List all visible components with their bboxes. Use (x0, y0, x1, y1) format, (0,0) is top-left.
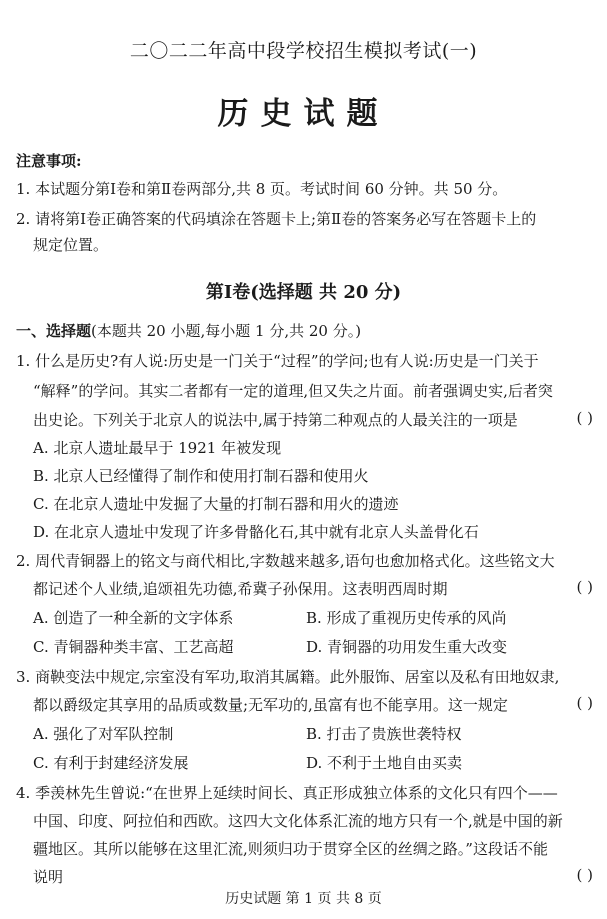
q4-line-3: 疆地区。其所以能够在这里汇流,则须归功于贯穿全区的丝绸之路。”这段话不能 (33, 840, 548, 858)
q1-line-3: 出史论。下列关于北京人的说法中,属于持第二种观点的人最关注的一项是 (33, 411, 518, 429)
q3-line-2: 都以爵级定其享用的品质或数量;无军功的,虽富有也不能享用。这一规定 (33, 696, 508, 714)
notice-item-2-line-2: 规定位置。 (33, 236, 109, 254)
q4-line-1: 4. 季羡林先生曾说:“在世界上延续时间长、真正形成独立体系的文化只有四个—— (16, 784, 558, 802)
exam-title: 历史试题 (217, 96, 390, 132)
q2-option-d: D. 青铜器的功用发生重大改变 (306, 638, 508, 656)
part-label: 一、选择题 (16, 322, 92, 340)
exam-supertitle: 二〇二二年高中段学校招生模拟考试(一) (129, 40, 478, 62)
q3-option-b: B. 打击了贵族世袭特权 (306, 725, 462, 743)
q2-line-2: 都记述个人业绩,追颂祖先功德,希冀子孙保用。这表明西周时期 (33, 580, 448, 598)
q2-line-1: 2. 周代青铜器上的铭文与商代相比,字数越来越多,语句也愈加格式化。这些铭文大 (16, 552, 555, 570)
q1-option-c: C. 在北京人遗址中发掘了大量的打制石器和用火的遗迹 (33, 495, 399, 513)
q1-line-2: “解释”的学问。其实二者都有一定的道理,但又失之片面。前者强调史实,后者突 (33, 382, 553, 400)
q2-option-b: B. 形成了重视历史传承的风尚 (306, 609, 507, 627)
q4-answer-paren: ( ) (576, 866, 593, 884)
notice-heading: 注意事项: (16, 152, 82, 170)
q1-option-d: D. 在北京人遗址中发现了许多骨骼化石,其中就有北京人头盖骨化石 (33, 523, 479, 541)
notice-item-2-line-1: 2. 请将第Ⅰ卷正确答案的代码填涂在答题卡上;第Ⅱ卷的答案务必写在答题卡上的 (16, 210, 537, 228)
q3-option-c: C. 有利于封建经济发展 (33, 754, 189, 772)
q1-option-b: B. 北京人已经懂得了制作和使用打制石器和使用火 (33, 467, 369, 485)
q1-answer-paren: ( ) (576, 409, 593, 427)
q1-line-1: 1. 什么是历史?有人说:历史是一门关于“过程”的学问;也有人说:历史是一门关于 (16, 352, 539, 370)
notice-item-1: 1. 本试题分第Ⅰ卷和第Ⅱ卷两部分,共 8 页。考试时间 60 分钟。共 50 分。 (16, 180, 508, 198)
q3-option-a: A. 强化了对军队控制 (33, 725, 174, 743)
q1-option-a: A. 北京人遗址最早于 1921 年被发现 (33, 439, 282, 457)
q2-option-c: C. 青铜器种类丰富、工艺高超 (33, 638, 234, 656)
section-title: 第Ⅰ卷(选择题 共 20 分) (205, 282, 402, 303)
page-footer: 历史试题 第 1 页 共 8 页 (225, 891, 382, 907)
q4-line-2: 中国、印度、阿拉伯和西欧。这四大文化体系汇流的地方只有一个,就是中国的新 (33, 812, 563, 830)
q2-option-a: A. 创造了一种全新的文字体系 (33, 609, 234, 627)
part-description: (本题共 20 小题,每小题 1 分,共 20 分。) (91, 322, 362, 340)
q2-answer-paren: ( ) (576, 578, 593, 596)
q3-line-1: 3. 商鞅变法中规定,宗室没有军功,取消其属籍。此外服饰、居室以及私有田地奴隶, (16, 668, 560, 686)
q4-line-4: 说明 (33, 868, 64, 886)
q3-answer-paren: ( ) (576, 694, 593, 712)
part-heading (16, 320, 361, 341)
q3-option-d: D. 不利于土地自由买卖 (306, 754, 463, 772)
